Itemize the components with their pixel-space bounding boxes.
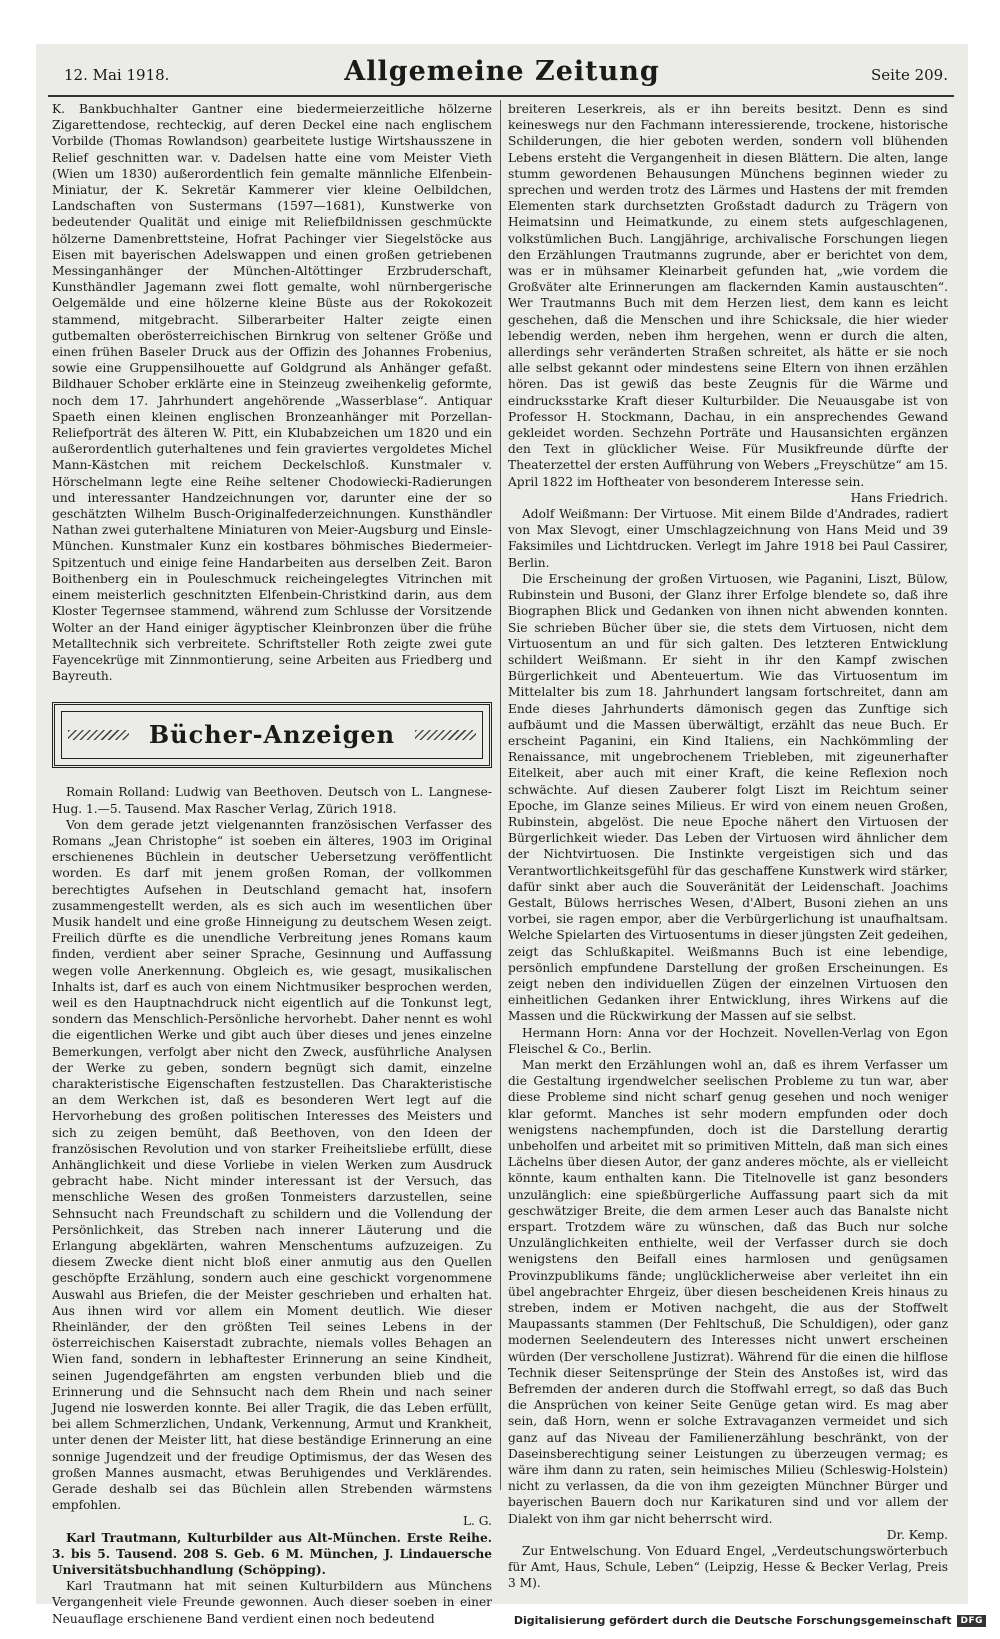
- dfg-logo-icon: DFG: [957, 1615, 986, 1627]
- banner-frame: [52, 702, 492, 768]
- banner-ornament-left: [68, 730, 129, 740]
- review-weissmann-body: Die Erscheinung der großen Virtuosen, wie Paganini, Liszt, Bülow, Rubinstein und Busoni, der Glanz ihrer Erfolge blendete so, daß ihre Biographen Blick und Gedanken von ihnen nicht abwenden konnten. Sie schrieben Bücher über sie, die stets dem Virtuosen, nicht dem Virtuosentum an und für sich galten. Des letzteren Entwicklung schildert Weißmann. Er sieht in ihr den Kampf zwischen Bürgerlichkeit und Abenteuertum. Wie das Virtuosentum im Mittelalter bis zum 18. Jahrhundert langsam fortschreitet, dann am Ende dieses Jahrhunderts dämonisch gegen das Zunftige sich aufbäumt und die Massen überwältigt, erzählt das neue Buch. Er erscheint Paganini, ein Kind Italiens, ein Nachkömmling der Renaissance, mit ungebrochenem Triebleben, mit zigeunerhafter Eitelkeit, aber auch mit einer Kraft, die keine Reflexion noch schwächte. Auf diesen Zauberer folgt Liszt im Reichtum seiner Epoche, im Glanze seines Milieus. Er wird von einem neuen Großen, Rubinstein, abgelöst. Die neue Epoche nähert den Virtuosen der Bürgerlichkeit wieder. Das Leben der Virtuosen wird ähnlicher dem der Nichtvirtuosen. Die Instinkte vergeistigen sich und das Verantwortlichkeitsgefühl für das geschaffene Kunstwerk wird stärker, dafür sinkt aber auch die Souveränität der Leidenschaft. Joachims Gestalt, Bülows herrisches Wesen, d'Albert, Busoni ziehen an uns vorbei, sie ragen empor, aber die Verbürgerlichung ist unaufhaltsam. Welche Spielarten des Virtuosentums in dieser jüngsten Zeit gedeihen, zeigt das Schlußkapitel. Weißmanns Buch ist eine lebendige, persönlich empfundene Darstellung der großen Erscheinungen. Es zeigt neben den individuellen Zügen der einzelnen Virtuosen den einheitlichen Gedanken ihrer Entwicklung, ihres Wirkens auf die Massen und die Rückwirkung der Massen auf sie selbst.: [508, 571, 948, 1024]
- page-header: [36, 54, 968, 94]
- banner-inner-frame: [61, 711, 483, 759]
- page-number: Seite 209.: [870, 66, 948, 84]
- banner-ornament-right: [415, 730, 476, 740]
- review-trautmann-body: Karl Trautmann hat mit seinen Kulturbildern aus Münchens Vergangenheit viele Freunde gewonnen. Auch dieser soeben in einer Neuauflage erschienene Band verdient einen noch bedeutend: [52, 1579, 492, 1626]
- footer-credit: Digitalisierung gefördert durch die Deutsche Forschungsgemeinschaft: [513, 1614, 952, 1627]
- issue-date: 12. Mai 1918.: [64, 66, 170, 84]
- section-title: Bücher-Anzeigen: [148, 720, 396, 750]
- left-column: [52, 101, 492, 1626]
- masthead-title: Allgemeine Zeitung: [344, 56, 660, 87]
- section-banner: [52, 702, 492, 768]
- review-rolland-heading: Romain Rolland: Ludwig van Beethoven. Deutsch von L. Langnese-Hug. 1.—5. Tausend. Max Rascher Verlag, Zürich 1918.: [52, 785, 492, 816]
- review-rolland-signature: L. G.: [462, 1514, 492, 1529]
- column-divider: [500, 100, 501, 1490]
- digitization-footer: [514, 1614, 986, 1627]
- review-horn-body: Man merkt den Erzählungen wohl an, daß es ihrem Verfasser um die Gestaltung irgendwelcher seelischen Probleme zu tun war, aber diese Probleme sind nicht scharf genug gesehen und noch weniger klar geformt. Manches ist sehr modern empfunden oder doch wenigstens nachempfunden, doch ist die Darstellung derartig unbeholfen und arbeitet mit so primitiven Mitteln, daß man sich eines Lächelns über diesen Autor, der ganz anderes möchte, als er vielleicht könnte, kaum enthalten kann. Die Titelnovelle ist ganz besonders unzulänglich: eine spießbürgerliche Auffassung paart sich da mit geschwätziger Breite, die dem armen Leser auch das Banalste nicht erspart. Trotzdem wäre zu wünschen, daß das Buch nur solche Unzulänglichkeiten enthielte, weil der Verfasser durch sie doch wenigstens den Beifall eines harmlosen und genügsamen Provinzpublikums fände; unglücklicherweise aber verleitet ihn ein übel angebrachter Ehrgeiz, über diesen bescheidenen Kreis hinaus zu streben, indem er Motiven nachgeht, die aus der Stoffwelt Maupassants stammen (Der Fehltschuß, Die Schuldigen), oder ganz modernen Seelendeutern des Interesses nicht unwert erscheinen würden (Der verschollene Justizrat). Während für die einen die hilflose Technik dieser Seitensprünge der Stein des Anstoßes ist, wird das Befremden der anderen durch die Stoffwahl erregt, so daß das Buch die Ansprüchen von keiner Seite Genüge getan wird. Es mag aber sein, daß Horn, wenn er solche Extravaganzen vermeidet und sich ganz auf das Niveau der Familienerzählung beschränkt, von der Daseinsberechtigung seiner Leistungen zu überzeugen vermag; es wäre ihm dann zu raten, sein heimisches Milieu (Schleswig-Holstein) nicht zu verlassen, da die von ihm gezeigten Münchner Bürger und bayerischen Bauern doch nur Karikaturen sind und vor allem der Dialekt von ihm gar nicht beherrscht wird.: [508, 1057, 948, 1526]
- review-trautmann-continuation: breiteren Leserkreis, als er ihn bereits besitzt. Denn es sind keineswegs nur den Fachmann interessierende, trockene, historische Schilderungen, die hier geboten werden, sondern voll blühenden Lebens ersteht die Vergangenheit in diesen Blättern. Die alten, lange stumm gewordenen Behausungen Münchens beginnen wieder zu sprechen und werden trotz des Lärmes und Hastens der mit fremden Elementen stark durchsetzten Großstadt dadurch zu Trägern von Heimatsinn und Heimatkunde, zu einem stets aufgeschlagenen, volkstümlichen Buch. Langjährige, archivalische Forschungen liegen den Erzählungen Trautmanns zugrunde, aber er berichtet von dem, was er in mühsamer Kleinarbeit gefunden hat, „wie vordem die Großväter alte Erinnerungen am flackernden Kamin austauschten“. Wer Trautmanns Buch mit dem Herzen liest, dem kann es leicht geschehen, daß die Menschen und ihre Schicksale, die hier wieder lebendig werden, neben ihm hergehen, wenn er durch die alten, allerdings sehr veränderten Straßen schreitet, als hätte er sie noch alle selbst gekannt oder mindestens seine Eltern von ihnen erzählen hören. Das ist gewiß das beste Zeugnis für die Wärme und eindrucksstarke Kraft dieser Kulturbilder. Die Neuausgabe ist von Professor H. Stockmann, Dachau, in ein ansprechendes Gewand gekleidet worden. Sechzehn Porträte und Hausansichten ergänzen den Text in glücklicher Weise. Für Musikfreunde dürfte der Theaterzettel der ersten Aufführung von Webers „Freyschütze“ am 15. April 1822 im Hoftheater von besonderem Interesse sein.: [508, 102, 948, 489]
- review-trautmann-signature: Hans Friedrich.: [850, 490, 948, 505]
- antiques-report-paragraph: K. Bankbuchhalter Gantner eine biedermeierzeitliche hölzerne Zigarettendose, rechteckig, auf deren Deckel eine nach englischem Vorbilde (Thomas Rowlandson) gearbeitete lustige Wirtshausszene in Relief geschnitten war. v. Dadelsen hatte eine vom Meister Vieth (Wien um 1830) außerordentlich fein gemalte männliche Elfenbein-Miniatur, der K. Sekretär Kammerer vier kleine Oelbildchen, Landschaften von Sustermans (1597—1681), Kunstwerke von bedeutender Qualität und einige mit Reliefbildnissen geschmückte hölzerne Damenbrettsteine, Hofrat Pachinger vier Siegelstöcke aus Eisen mit bayerischen Adelswappen und einen großen getriebenen Messinganhänger der München-Altöttinger Erzbruderschaft, Kunsthändler Jagemann zwei flott gemalte, wohl nürnbergerische Oelgemälde und eine hölzerne kleine Büste aus der Rokokozeit stammend, mitgebracht. Silberarbeiter Halter zeigte einen gutbemalten oberösterreichischen Birnkrug von seltener Größe und einen frühen Baseler Druck aus der Offizin des Johannes Frobenius, sowie eine Gruppensilhouette auf Goldgrund als Anhänger gefaßt. Bildhauer Schober erklärte eine in Steinzeug zweihenkelig geformte, noch dem 17. Jahrhundert angehörende „Wasserblase“. Antiquar Spaeth einen kleinen englischen Bronzeanhänger mit Porzellan-Reliefporträt des älteren W. Pitt, ein Klubabzeichen um 1820 und ein außerordentlich guterhaltenes und fein graviertes vergoldetes Michel Mann-Kästchen mit reichem Deckelschloß. Kunstmaler v. Hörschelmann legte eine Reihe seltener Chodowiecki-Radierungen und interessanter Handzeichnungen vor, darunter eine der so geschätzten Wilhelm Busch-Originalfederzeichnungen. Kunsthändler Nathan zwei guterhaltene Miniaturen von Meier-Augsburg und Einsle-München. Kunstmaler Kunz ein kostbares böhmisches Biedermeier-Spitzentuch und einige feine Handarbeiten aus derselben Zeit. Baron Boithenberg ein in Pouleschmuck reicheingelegtes Vitrinchen mit einem meisterlich geschnitzten Elfenbein-Christkind darin, aus dem Kloster Tegernsee stammend, während zum Schlusse der Vorsitzende Wolter an der Hand einiger ägyptischer Kleinbronzen über die frühe Metalltechnik sich verbreitete. Schriftsteller Roth zeigte zwei gute Fayencekrüge mit Zinnmontierung, seine Arbeiten aus Friedberg und Bayreuth.: [52, 102, 492, 684]
- header-rule: [48, 95, 954, 97]
- review-horn-signature: Dr. Kemp.: [886, 1527, 948, 1542]
- notice-entwelschung: Zur Entwelschung. Von Eduard Engel, „Verdeutschungswörterbuch für Amt, Haus, Schule, Leben“ (Leipzig, Hesse & Becker Verlag, Preis 3 M).: [508, 1544, 948, 1591]
- review-trautmann-heading: Karl Trautmann, Kulturbilder aus Alt-München. Erste Reihe. 3. bis 5. Tausend. 208 S. Geb. 6 M. München, J. Lindauersche Universitätsbuchhandlung (Schöpping).: [52, 1530, 492, 1578]
- review-rolland-body: Von dem gerade jetzt vielgenannten französischen Verfasser des Romans „Jean Christophe“ ist soeben ein älteres, 1903 im Original erschienenes Büchlein in deutscher Uebersetzung veröffentlicht worden. Es darf mit jenem großen Roman, der vollkommen berechtigtes Aufsehen in Deutschland gemacht hat, insofern zusammengestellt werden, als es sich auch im wesentlichen über Musik handelt und eine große Hinneigung zu deutschem Wesen zeigt. Freilich dürfte es die unendliche Verbreitung jenes Romans kaum finden, verdient aber seiner Sprache, Gesinnung und Auffassung wegen volle Anerkennung. Obgleich es, wie gesagt, musikalischen Inhalts ist, darf es auch von einem Nichtmusiker besprochen werden, weil es den Hauptnachdruck nicht eigentlich auf die Tonkunst legt, sondern das Menschlich-Persönliche hervorhebt. Daher nennt es wohl die eigentlichen Werke und gibt auch über dieses und jenes einzelne Bemerkungen, verfolgt aber nicht den Zweck, ausführliche Analysen der Werke zu geben, sondern begnügt sich damit, einzelne charakteristische Eigenschaften festzustellen. Das Charakteristische an dem Werkchen ist, daß es besonderen Wert legt auf die Hervorhebung des großen politischen Interesses des Meisters und sich zu zeigen bemüht, daß Beethoven, von den Ideen der französischen Revolution und von starker Freiheitsliebe erfüllt, diese Anhänglichkeit und diese Vorliebe in vielen Werken zum Ausdruck gebracht habe. Nicht minder interessant ist der Versuch, das menschliche Wesen des großen Tonmeisters darzustellen, seine Sehnsucht nach Freundschaft zu schildern und die Vollendung der Persönlichkeit, das Streben nach innerer Läuterung und die Erlangung abgeklärten, wahren Menschentums aufzuzeigen. Zu diesem Zwecke dient nicht bloß einer anmutig aus den Quellen geschöpfte Erzählung, sondern auch eine geschickt vorgenommene Auswahl aus Briefen, die der Meister geschrieben und erhalten hat. Aus ihnen wird vor allem ein Moment deutlich. Wie dieser Rheinländer, der den größten Teil seines Lebens in der österreichischen Kaiserstadt zubrachte, niemals volles Behagen an Wien fand, sondern in lebhaftester Erinnerung an seine Kindheit, seinen Jugendgefährten am engsten verbunden blieb und die Erinnerung und die Sehnsucht nach dem Rhein und nach seiner Jugend nie loswerden konnte. Bei aller Tragik, die das Leben erfüllt, bei allem Schmerzlichen, Undank, Verkennung, Armut und Krankheit, unter denen der Meister litt, hat diese beständige Erinnerung an eine sonnige Jugendzeit und der freudige Optimismus, der das Wesen des großen Mannes ausmacht, etwas Beruhigendes und Verklärendes. Gerade deshalb sei das Büchlein allen Strebenden wärmstens empfohlen.: [52, 817, 492, 1513]
- review-weissmann-heading: Adolf Weißmann: Der Virtuose. Mit einem Bilde d'Andrades, radiert von Max Slevogt, einer Umschlagzeichnung von Hans Meid und 39 Faksimiles und Lichtdrucken. Verlegt im Jahre 1918 bei Paul Cassirer, Berlin.: [508, 507, 948, 570]
- review-horn-heading: Hermann Horn: Anna vor der Hochzeit. Novellen-Verlag von Egon Fleischel & Co., Berlin.: [508, 1025, 948, 1056]
- right-column: [508, 101, 948, 1591]
